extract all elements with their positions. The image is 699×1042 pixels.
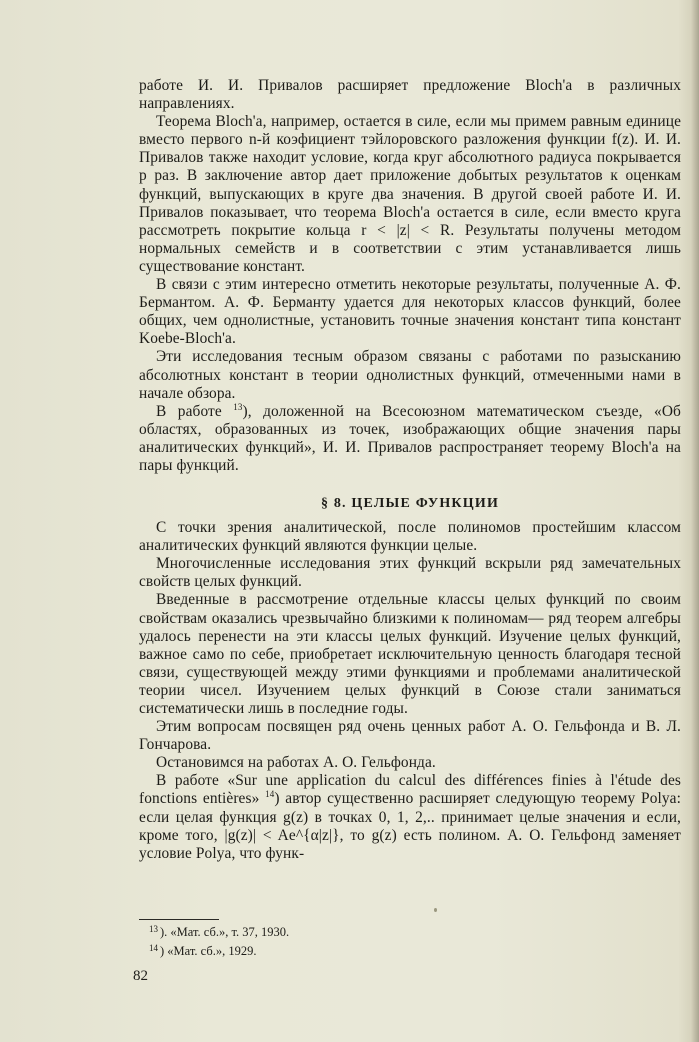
paragraph-gelfond-goncharov: Этим вопросам посвящен ряд очень ценных работ А. О. Гельфонда и В. Л. Гончарова. — [139, 718, 681, 754]
footnotes — [149, 922, 289, 959]
text-segment: ) автор существенно расширяет следующую теорему Polya: если целая функция g(z) в точках 0, 1, 2,.. принимает целые значения и если, кроме того, |g(z)| < Ae^{α|z|}, то g(z) есть полином. А. О. Гельфонд заменяет условие Polya, что функ- — [139, 790, 681, 862]
main-text — [139, 77, 681, 863]
paragraph-continuation: работе И. И. Привалов расширяет предложение Bloch'a в различных направлениях. — [139, 77, 681, 113]
footnote-13 — [149, 922, 289, 941]
footnote-number: 14 — [149, 942, 158, 953]
paragraph-ref-13 — [139, 403, 681, 475]
ink-blot — [434, 908, 437, 912]
paragraph-bermant: В связи с этим интересно отметить некоторые результаты, полученные А. Ф. Бермантом. А. Ф. Берманту удается для некоторых классов функций, более общих, чем однолистные, установить точные значения констант типа констант Koebe-Bloch'a. — [139, 276, 681, 348]
footnote-ref-13: 13 — [233, 401, 243, 412]
footnote-text: ). «Мат. сб.», т. 37, 1930. — [160, 925, 290, 939]
paragraph-numerous-studies: Многочисленные исследования этих функций вскрыли ряд замечательных свойств целых функций. — [139, 555, 681, 591]
paragraph-bloch-theorem: Теорема Bloch'a, например, остается в силе, если мы примем равным единице вместо первого n-й коэфициент тэйлоровского разложения функции f(z). И. И. Привалов также находит условие, когда круг абсолютного радиуса покрывается p раз. В заключение автор дает приложение добытых результатов к оценкам функций, выпускающих в круге два значения. В другой своей работе И. И. Привалов показывает, что теорема Bloch'a остается в силе, если вместо круга рассмотреть покрытие кольца r < |z| < R. Результаты получены методом нормальных семейств и в соответствии с этим устанавливается лишь существование констант. — [139, 113, 681, 275]
footnote-14 — [149, 941, 289, 960]
paragraph-classes-of-functions: Введенные в рассмотрение отдельные классы целых функций по своим свойствам оказались чрезвычайно близкими к полиномам— ряд теорем алгебры удалось перенести на эти классы целых функций. Изучение целых функций, важное само по себе, приобретает исключительную ценность благодаря тесной связи, существующей между этими функциями и проблемами аналитической теории чисел. Изучением целых функций в Союзе стали заниматься систематически лишь в последние годы. — [139, 591, 681, 717]
footnote-divider — [139, 919, 219, 920]
paragraph-ref-14 — [139, 772, 681, 862]
paragraph-entire-functions-intro: С точки зрения аналитической, после полиномов простейшим классом аналитических функций являются функции целые. — [139, 519, 681, 555]
text-segment: ), доложенной на Всесоюзном математическом съезде, «Об областях, образованных из точек, изображающих общие значения пары аналитических функций», И. И. Привалов распространяет теорему Bloch'a на пары функций. — [139, 402, 681, 474]
page-number: 82 — [133, 968, 148, 984]
text-segment: В работе — [156, 402, 234, 420]
section-heading: § 8. ЦЕЛЫЕ ФУНКЦИИ — [320, 496, 500, 512]
footnote-ref-14: 14 — [265, 789, 275, 800]
footnote-text: ) «Мат. сб.», 1929. — [160, 943, 257, 958]
text-segment: В работе «Sur une application du calcul des différences finies à l'étude des fonctions entières» — [139, 772, 681, 808]
page-edge-shadow — [691, 0, 699, 1042]
paragraph-gelfond-works: Остановимся на работах А. О. Гельфонда. — [156, 754, 436, 772]
paragraph-absolute-constants: Эти исследования тесным образом связаны с работами по разысканию абсолютных констант в теории однолистных функций, отмеченными нами в начале обзора. — [139, 348, 681, 402]
footnote-number: 13 — [149, 924, 158, 934]
